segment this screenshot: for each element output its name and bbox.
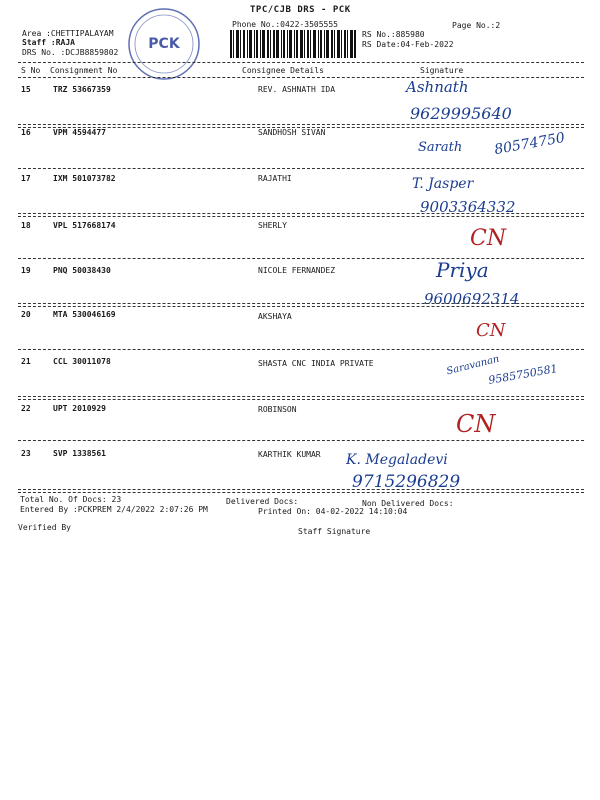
- rs-number: RS No.:885980: [362, 30, 425, 39]
- header-rule-top: [18, 62, 584, 63]
- col-header-sno: S No: [21, 66, 41, 75]
- row-divider: [18, 168, 584, 169]
- row-divider: [18, 440, 584, 441]
- row-consignment: PNQ 50038430: [53, 266, 111, 275]
- row-sno: 23: [21, 449, 31, 458]
- row-signature: Priya: [436, 258, 489, 282]
- row-signature: Ashnath: [406, 78, 469, 96]
- row-sno: 15: [21, 85, 31, 94]
- row-consignee: KARTHIK KUMAR: [258, 450, 321, 459]
- row-consignee: REV. ASHNATH IDA: [258, 85, 336, 94]
- staff-label: Staff :RAJA: [22, 38, 75, 47]
- row-signature: CN: [470, 226, 507, 251]
- row-consignment: UPT 2010929: [53, 404, 106, 413]
- pck-stamp: [126, 6, 202, 82]
- row-signature-phone: 9715296829: [352, 472, 461, 492]
- row-signature-phone: 9585750581: [487, 362, 559, 387]
- page-number: Page No.:2: [452, 21, 501, 30]
- total-docs: Total No. Of Docs: 23: [20, 495, 122, 504]
- row-signature: CN: [456, 410, 496, 438]
- row-consignment: VPM 4594477: [53, 128, 106, 137]
- staff-signature: Staff Signature: [298, 527, 371, 536]
- row-signature-phone: 9600692314: [424, 290, 520, 308]
- row-consignment: CCL 30011078: [53, 357, 111, 366]
- row-consignee: NICOLE FERNANDEZ: [258, 266, 336, 275]
- row-sno: 22: [21, 404, 31, 413]
- row-consignee: SHASTA CNC INDIA PRIVATE: [258, 359, 374, 368]
- row-divider: [18, 303, 584, 304]
- row-sno: 19: [21, 266, 31, 275]
- row-sno: 20: [21, 310, 31, 319]
- row-signature-phone: 80574750: [493, 129, 567, 159]
- stamp-text: PCK: [148, 36, 180, 52]
- row-sno: 16: [21, 128, 31, 137]
- header-rule-bottom: [18, 77, 584, 78]
- printed-on: Printed On: 04-02-2022 14:10:04: [258, 507, 408, 516]
- row-signature: CN: [476, 320, 506, 341]
- row-consignee: AKSHAYA: [258, 312, 292, 321]
- delivered-docs: Delivered Docs:: [226, 497, 299, 506]
- area-label: Area :CHETTIPALAYAM: [22, 29, 114, 38]
- row-sno: 18: [21, 221, 31, 230]
- row-divider: [18, 124, 584, 125]
- row-divider: [18, 258, 584, 259]
- col-header-consignment: Consignment No: [50, 66, 118, 75]
- phone-number: Phone No.:0422-3505555: [232, 20, 338, 29]
- row-divider: [18, 213, 584, 214]
- row-divider: [18, 349, 584, 350]
- row-sno: 21: [21, 357, 31, 366]
- col-header-consignee: Consignee Details: [242, 66, 324, 75]
- non-delivered-docs: Non Delivered Docs:: [362, 499, 454, 508]
- entered-by: Entered By :PCKPREM 2/4/2022 2:07:26 PM: [20, 505, 208, 514]
- verified-by: Verified By: [18, 523, 71, 532]
- drs-number: DRS No. :DCJB8859802: [22, 48, 119, 57]
- row-signature: T. Jasper: [412, 176, 474, 192]
- row-consignment: VPL 517668174: [53, 221, 116, 230]
- row-consignment: IXM 501073782: [53, 174, 116, 183]
- row-consignee: RAJATHI: [258, 174, 292, 183]
- row-signature-phone: 9629995640: [410, 104, 512, 123]
- barcode-image: [230, 30, 356, 58]
- row-consignment: TRZ 53667359: [53, 85, 111, 94]
- row-consignee: SHERLY: [258, 221, 287, 230]
- row-signature: Sarath: [418, 140, 463, 155]
- rs-date: RS Date:04-Feb-2022: [362, 40, 454, 49]
- report-title: TPC/CJB DRS - PCK: [250, 5, 351, 15]
- row-divider: [18, 396, 584, 397]
- row-consignee: SANDHOSH SIVAN: [258, 128, 326, 137]
- row-signature: K. Megaladevi: [346, 452, 448, 468]
- row-signature: Saravanan: [445, 353, 501, 378]
- row-sno: 17: [21, 174, 31, 183]
- row-consignment: MTA 530046169: [53, 310, 116, 319]
- row-consignment: SVP 1338561: [53, 449, 106, 458]
- row-consignee: ROBINSON: [258, 405, 297, 414]
- col-header-signature: Signature: [420, 66, 464, 75]
- row-divider: [18, 489, 584, 490]
- row-signature-phone: 9003364332: [420, 198, 516, 216]
